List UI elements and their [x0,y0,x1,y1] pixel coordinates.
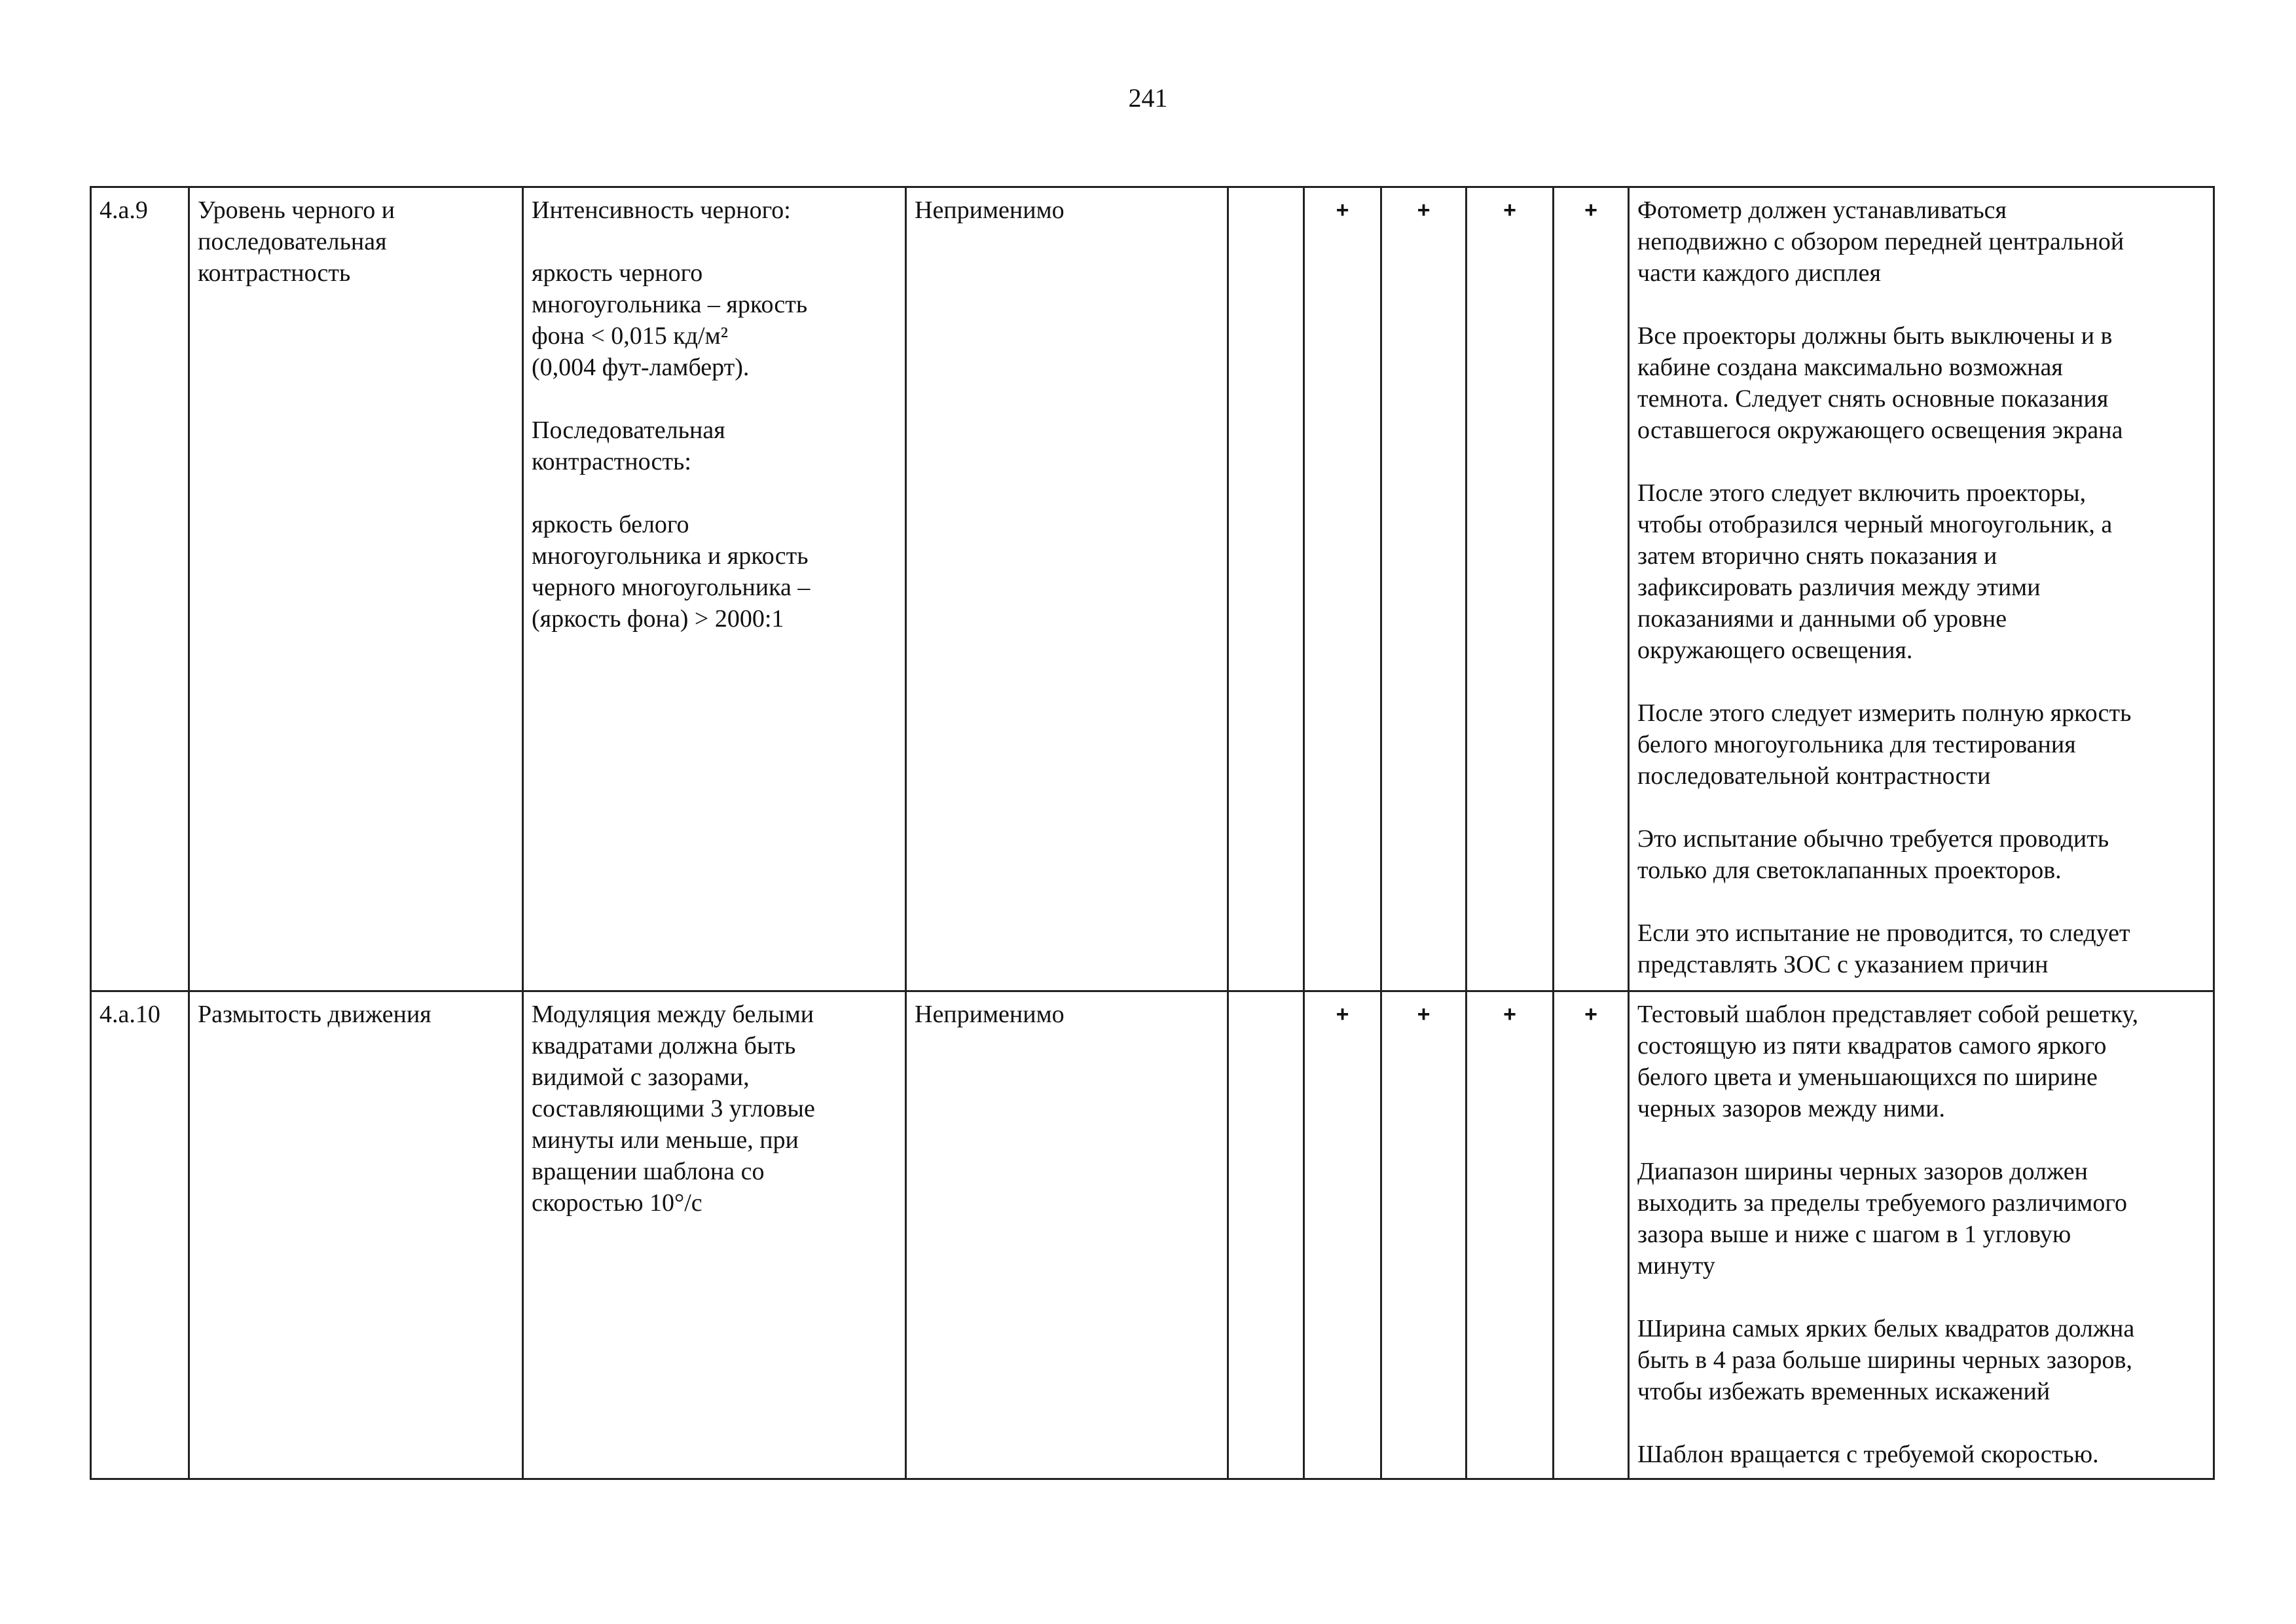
note-paragraph: Фотометр должен устанавливаться неподвижно с обзором передней центральной части каждого дисплея [1637,196,2124,287]
page-number: 241 [1128,83,1168,113]
mark-cell: + [1381,991,1467,1479]
notes-cell [1629,991,2214,1479]
note-paragraph: Это испытание обычно требуется проводить только для светоклапанных проекторов. [1637,825,2109,884]
note-paragraph: После этого следует включить проекторы, чтобы отобразился черный многоугольник, а затем вторично снять показания и зафиксировать различия между этими показаниями и данными об уровне окружающего освещения. [1637,479,2113,664]
requirement-paragraph: Модуляция между белыми квадратами должна быть видимой с зазорами, составляющими 3 угловые минуты или меньше, при вращении шаблона со скоростью 10°/с [532,1001,815,1217]
note-paragraph: Ширина самых ярких белых квадратов должна быть в 4 раза больше ширины черных зазоров, чтобы избежать временных искажений [1637,1315,2135,1405]
mark-cell: + [1554,187,1629,991]
note-paragraph: Тестовый шаблон представляет собой решетку, состоящую из пяти квадратов самого яркого белого цвета и уменьшающихся по ширине черных зазоров между ними. [1637,1001,2139,1122]
note-paragraph: Все проекторы должны быть выключены и в кабине создана максимально возможная темнота. Следует снять основные показания оставшегося окружающего освещения экрана [1637,322,2123,444]
mark-cell: + [1554,991,1629,1479]
note-paragraph: Диапазон ширины черных зазоров должен выходить за пределы требуемого различимого зазора выше и ниже с шагом в 1 угловую минуту [1637,1158,2127,1280]
empty-cell [1228,187,1304,991]
note-paragraph: Если это испытание не проводится, то следует представлять ЗОС с указанием причин [1637,919,2130,978]
item-id: 4.a.9 [91,187,189,991]
tolerance-cell: Неприменимо [906,991,1228,1479]
item-id: 4.a.10 [91,991,189,1479]
specification-table [90,186,2215,1480]
requirement-paragraph: Интенсивность черного: [532,196,791,224]
tolerance-cell: Неприменимо [906,187,1228,991]
mark-cell: + [1467,187,1554,991]
mark-cell: + [1467,991,1554,1479]
table-row [91,991,2214,1479]
empty-cell [1228,991,1304,1479]
requirement-cell [523,991,906,1479]
table-row [91,187,2214,991]
item-name: Уровень черного и последовательная контрастность [189,187,523,991]
item-name: Размытость движения [189,991,523,1479]
notes-cell [1629,187,2214,991]
mark-cell: + [1304,991,1381,1479]
note-paragraph: Шаблон вращается с требуемой скоростью. [1637,1441,2099,1468]
note-paragraph: После этого следует измерить полную яркость белого многоугольника для тестирования последовательной контрастности [1637,699,2132,790]
requirement-paragraph: яркость черного многоугольника – яркость фона < 0,015 кд/м² (0,004 фут-ламберт). [532,259,808,381]
requirement-cell [523,187,906,991]
requirement-paragraph: Последовательная контрастность: [532,416,725,475]
mark-cell: + [1381,187,1467,991]
mark-cell: + [1304,187,1381,991]
requirement-paragraph: яркость белого многоугольника и яркость черного многоугольника – (яркость фона) > 2000:1 [532,511,811,633]
